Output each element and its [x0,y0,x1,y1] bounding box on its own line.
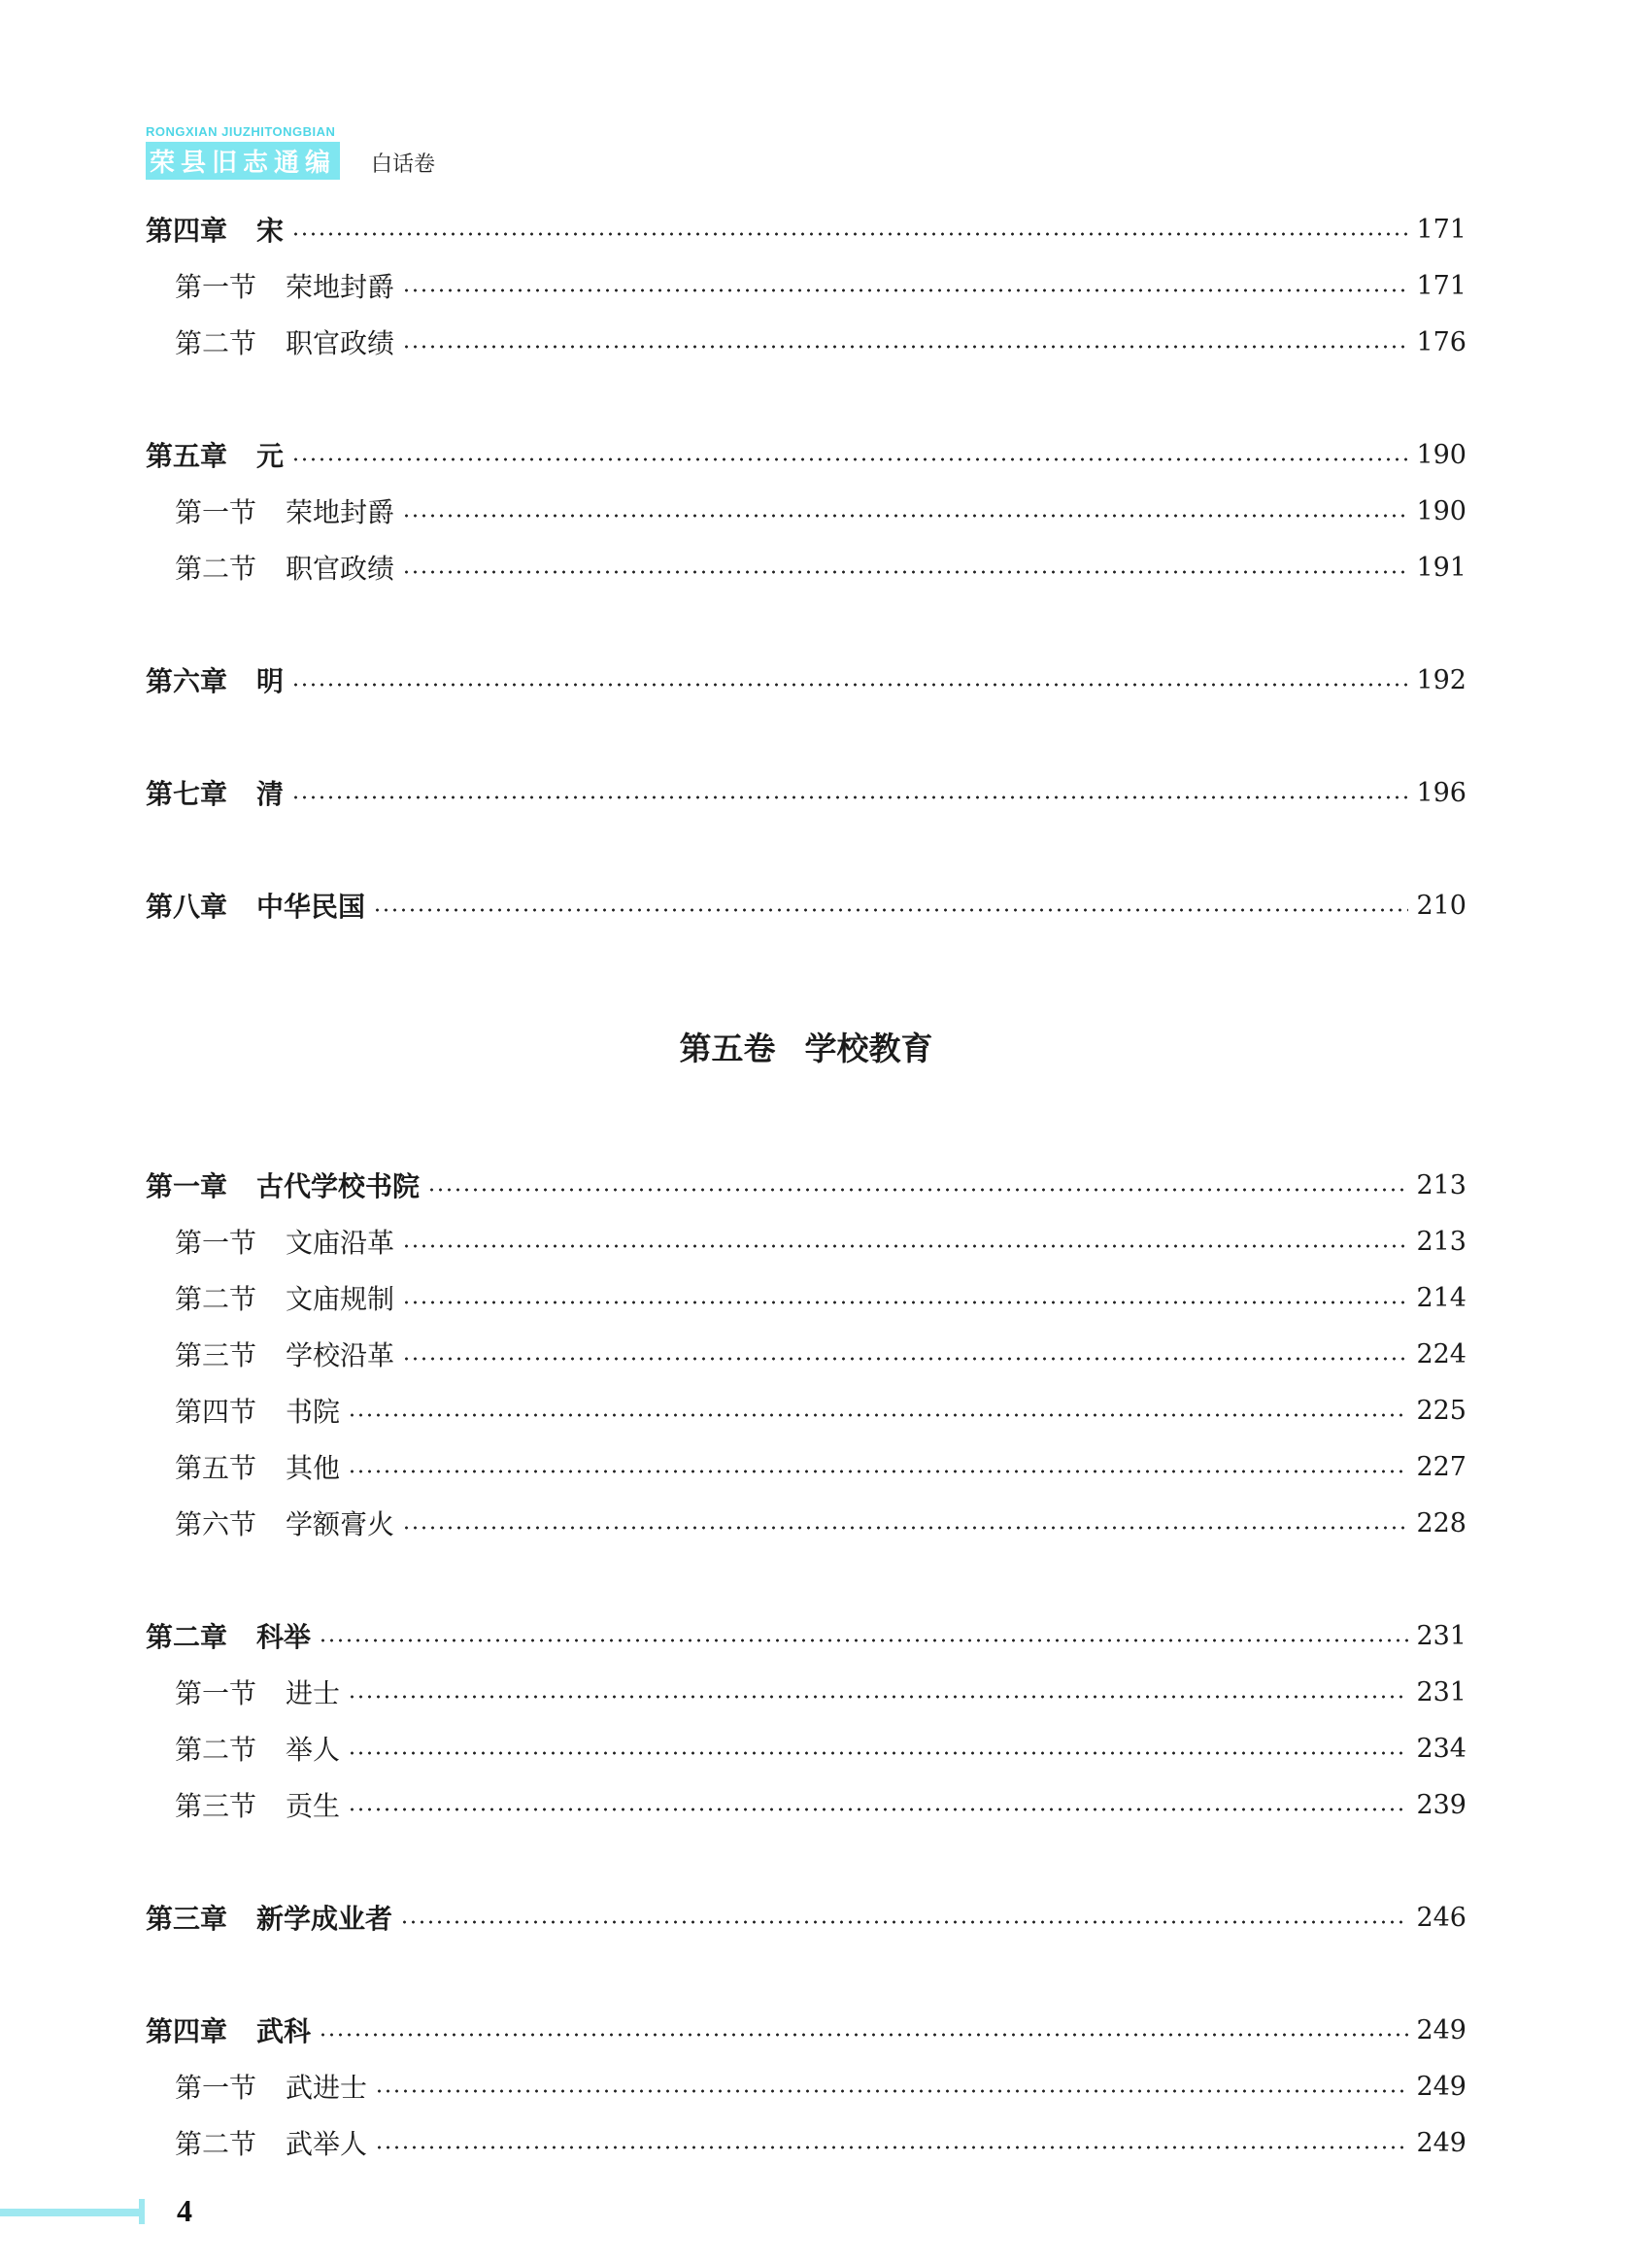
toc-label: 第七章 清 [146,778,285,810]
dot-leader [348,1695,1408,1699]
dot-leader [402,1301,1408,1304]
toc-entry[interactable] [146,322,1467,361]
toc-label: 第三节 学校沿革 [175,1339,395,1371]
toc-label: 第一节 文庙沿革 [175,1227,395,1259]
dot-leader [402,514,1408,518]
toc-entry[interactable] [146,1729,1467,1768]
footer-accent-tick [139,2199,145,2224]
dot-leader [402,1244,1408,1248]
dot-leader [427,1188,1408,1192]
volume-number: 第五卷 [679,1030,776,1067]
dot-leader [348,1751,1408,1755]
toc-label: 第一节 武进士 [175,2072,368,2104]
toc-page-number: 231 [1416,1620,1467,1651]
toc-entry[interactable] [146,1391,1467,1430]
toc-label: 第六章 明 [146,665,285,697]
toc-label: 第五节 其他 [175,1452,341,1484]
toc-page-number: 224 [1416,1338,1467,1369]
toc-page-number: 214 [1416,1282,1467,1313]
toc-entry[interactable] [146,1785,1467,1824]
toc-page-number: 225 [1416,1395,1467,1426]
toc-page-number: 231 [1416,1676,1467,1707]
dot-leader [291,232,1408,236]
dot-leader [402,345,1408,349]
volume-heading [0,1024,1612,1069]
toc-entry[interactable] [146,2123,1467,2162]
toc-entry[interactable] [146,1898,1467,1937]
toc-entry[interactable] [146,435,1467,474]
toc-label: 第四章 武科 [146,2015,312,2047]
toc-page-number: 171 [1416,214,1467,245]
toc-label: 第三章 新学成业者 [146,1903,393,1935]
toc-entry[interactable] [146,660,1467,699]
toc-entry[interactable] [146,491,1467,530]
dot-leader [375,2146,1408,2149]
dot-leader [319,2033,1408,2037]
toc-entry[interactable] [146,1335,1467,1373]
dot-leader [319,1639,1408,1642]
volume-name: 白话卷 [371,152,436,177]
toc-label: 第三节 贡生 [175,1790,341,1822]
toc-label: 第六节 学额膏火 [175,1508,395,1540]
dot-leader [291,683,1408,687]
toc-entry[interactable] [146,1447,1467,1486]
toc-page-number: 171 [1416,270,1467,301]
toc-page-number: 239 [1416,1789,1467,1820]
toc-entry[interactable] [146,2067,1467,2106]
toc-page-number: 249 [1416,2127,1467,2158]
series-title: 荣县旧志通编 [146,142,340,180]
toc-page-number: 228 [1416,1507,1467,1538]
footer-accent-bar [0,2209,144,2216]
toc-page-number: 176 [1416,326,1467,357]
dot-leader [402,288,1408,292]
toc-entry[interactable] [146,1166,1467,1204]
toc-label: 第二节 举人 [175,1734,341,1766]
toc-entry[interactable] [146,266,1467,305]
toc-page-number: 196 [1416,777,1467,808]
toc-page-number: 213 [1416,1169,1467,1200]
toc-page-number: 213 [1416,1226,1467,1257]
toc-label: 第二节 文庙规制 [175,1283,395,1315]
toc-label: 第二节 职官政绩 [175,553,395,585]
toc-label: 第二节 职官政绩 [175,327,395,359]
dot-leader [348,1808,1408,1811]
toc-entry[interactable] [146,1616,1467,1655]
toc-entry[interactable] [146,2011,1467,2049]
dot-leader [402,570,1408,574]
dot-leader [402,1357,1408,1361]
toc-entry[interactable] [146,773,1467,812]
toc-label: 第四章 宋 [146,215,285,247]
dot-leader [402,1526,1408,1530]
dot-leader [400,1920,1408,1924]
toc-entry[interactable] [146,886,1467,925]
toc-page-number: 234 [1416,1733,1467,1764]
toc-page-number: 190 [1416,439,1467,470]
toc-page-number: 192 [1416,664,1467,695]
toc-label: 第二节 武举人 [175,2128,368,2160]
toc-label: 第一节 进士 [175,1677,341,1709]
toc-label: 第一节 荣地封爵 [175,271,395,303]
dot-leader [375,2089,1408,2093]
toc-page-number: 249 [1416,2071,1467,2102]
toc-entry[interactable] [146,1278,1467,1317]
toc-page-number: 227 [1416,1451,1467,1482]
toc-page-number: 210 [1416,890,1467,921]
toc-entry[interactable] [146,1504,1467,1542]
volume-title: 学校教育 [804,1030,933,1067]
toc-label: 第四节 书院 [175,1396,341,1428]
toc-label: 第一节 荣地封爵 [175,496,395,528]
toc-page-number: 246 [1416,1902,1467,1933]
dot-leader [373,908,1408,912]
toc-entry[interactable] [146,210,1467,249]
toc-page-number: 190 [1416,495,1467,526]
toc-entry[interactable] [146,1222,1467,1261]
series-pinyin: RONGXIAN JIUZHITONGBIAN [146,124,336,139]
dot-leader [291,457,1408,461]
toc-page-number: 191 [1416,552,1467,583]
toc-entry[interactable] [146,1673,1467,1711]
page-number: 4 [177,2193,192,2228]
toc-entry[interactable] [146,548,1467,587]
toc-label: 第一章 古代学校书院 [146,1170,421,1202]
dot-leader [291,795,1408,799]
toc-label: 第五章 元 [146,440,285,472]
dot-leader [348,1413,1408,1417]
toc-label: 第二章 科举 [146,1621,312,1653]
toc-label: 第八章 中华民国 [146,891,366,923]
dot-leader [348,1470,1408,1473]
toc-page-number: 249 [1416,2014,1467,2045]
